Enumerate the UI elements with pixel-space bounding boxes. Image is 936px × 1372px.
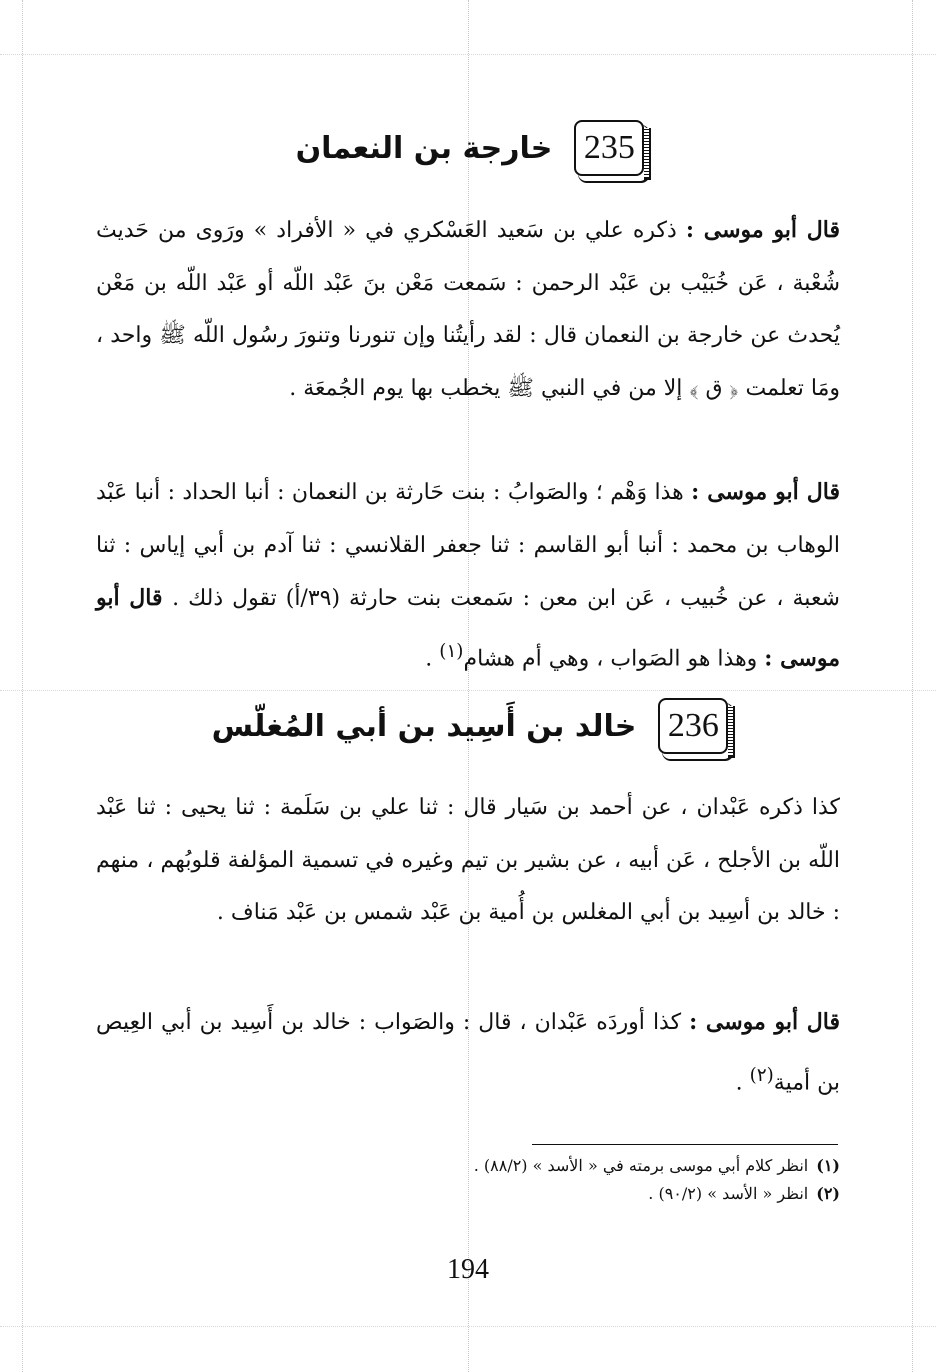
footnote-mark: (١) bbox=[816, 1156, 840, 1175]
page-guide bbox=[0, 54, 936, 55]
entry-number: 236 bbox=[667, 707, 719, 744]
entry-number-box bbox=[574, 120, 644, 176]
footnote bbox=[300, 1152, 840, 1180]
footnote-ref: (١) bbox=[439, 640, 464, 662]
entry-title: خالد بن أَسِيد بن أبي المُغلّس bbox=[211, 708, 637, 744]
paragraph-lead: قال أبو موسى : bbox=[96, 585, 840, 671]
paragraph bbox=[96, 996, 840, 1109]
page-guide bbox=[0, 1326, 936, 1327]
paragraph bbox=[96, 466, 840, 685]
footnotes bbox=[300, 1152, 840, 1208]
paragraph-lead: قال أبو موسى : bbox=[689, 1009, 840, 1035]
entry-heading bbox=[90, 698, 850, 754]
page-guide bbox=[912, 0, 913, 1372]
paragraph-text: ذكره علي بن سَعيد العَسْكري في « الأفراد » ورَوى من حَديث شُعْبة ، عَن خُبَيْب بن عَبْد الرحمن : سَمعت مَعْن بنَ عَبْد اللّه أو عَبْد اللّه بن مَعْن يُحدث عن خارجة بن النعمان قال : لقد رأيتُنا وإن تنورنا وتنورَ رسُول اللّه ﷺ واحد ، ومَا تعلمت ﴿ ق ﴾ إلا من في النبي ﷺ يخطب بها يوم الجُمعَة . bbox=[96, 218, 840, 401]
paragraph-text: وهذا هو الصَواب ، وهي أم هشام bbox=[463, 645, 765, 671]
footnote-text: انظر « الأسد » (٩٠/٢) . bbox=[648, 1184, 809, 1203]
paragraph-text: كذا أوردَه عَبْدان ، قال : والصَواب : خالد بن أَسِيد بن أبي العِيص بن أمية bbox=[96, 1010, 840, 1095]
paragraph-text: هذا وَهْم ؛ والصَوابُ : بنت حَارثة بن النعمان : أنبا الحداد : أنبا عَبْد الوهاب بن محمد : أنبا أبو القاسم : ثنا جعفر القلانسي : ثنا آدم بن أبي إياس : ثنا شعبة ، عن خُبيب ، عَن ابن معن : سَمعت بنت حارثة (٣٩/أ) تقول ذلك . bbox=[96, 480, 840, 611]
entry-heading bbox=[90, 120, 850, 176]
footnote-ref: (٢) bbox=[749, 1064, 774, 1086]
paragraph bbox=[96, 204, 840, 415]
paragraph-tail: . bbox=[425, 645, 440, 671]
footnote-mark: (٢) bbox=[816, 1184, 840, 1203]
footnote-divider bbox=[532, 1144, 838, 1145]
footnote bbox=[300, 1180, 840, 1208]
paragraph bbox=[96, 782, 840, 940]
paragraph-text: كذا ذكره عَبْدان ، عن أحمد بن سَيار قال : ثنا علي بن سَلَمة : ثنا يحيى : ثنا عَبْد اللّه بن الأجلح ، عَن أبيه ، عن بشير بن تيم وغيره في تسمية المؤلفة قلوبُهم ، منهم : خالد بن أسِيد بن أبي المغلس بن أُمية بن عَبْد شمس بن عَبْد مَناف . bbox=[96, 795, 840, 925]
page-guide bbox=[22, 0, 23, 1372]
entry-title: خارجة بن النعمان bbox=[295, 130, 553, 166]
footnote-text: انظر كلام أبي موسى برمته في « الأسد » (٨٨/٢) . bbox=[473, 1156, 809, 1175]
page-number: 194 bbox=[447, 1254, 489, 1285]
paragraph-tail: . bbox=[735, 1069, 750, 1095]
entry-number-box bbox=[658, 698, 728, 754]
entry-number: 235 bbox=[583, 129, 635, 166]
page-guide bbox=[0, 690, 936, 691]
paragraph-lead: قال أبو موسى : bbox=[691, 479, 840, 505]
paragraph-lead: قال أبو موسى : bbox=[685, 217, 840, 243]
